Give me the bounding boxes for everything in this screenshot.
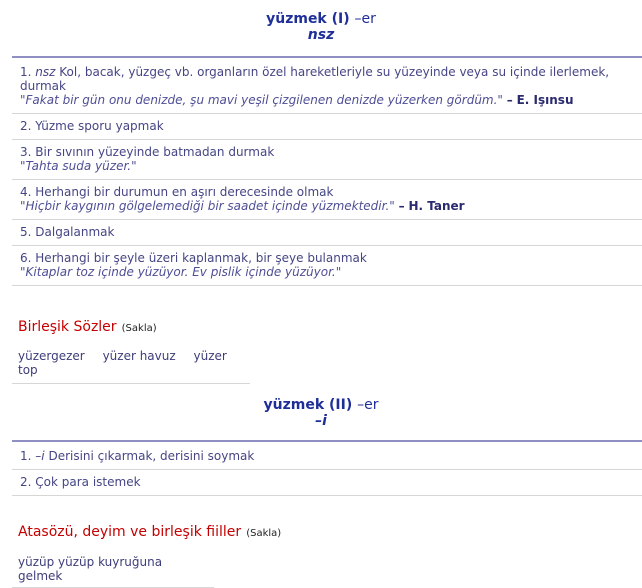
compound-link[interactable]: yüzer top <box>18 349 227 377</box>
compound-list <box>12 349 250 384</box>
sense-definition: Kol, bacak, yüzgeç vb. organların özel hareketleriyle su yüzeyinde veya su içinde ilerlemek, durmak <box>20 65 610 93</box>
sense-definition: Bir sıvının yüzeyinde batmadan durmak <box>35 145 275 159</box>
sense-item: 3. Bir sıvının yüzeyinde batmadan durmak "Tahta suda yüzer." <box>12 140 642 180</box>
section-title: Atasözü, deyim ve birleşik fiiller <box>18 524 242 540</box>
compounds-heading <box>18 316 157 335</box>
sense-item: 1. nsz Kol, bacak, yüzgeç vb. organların özel hareketleriyle su yüzeyinde veya su içinde ilerlemek, durmak "Fakat bir gün onu denizde, şu mavi yeşil çizgilenen denizde yüzerken gördüm." – E. Işınsu <box>12 60 642 114</box>
sense-item <box>12 114 642 140</box>
headword <box>0 397 642 413</box>
sense-example: Tahta suda yüzer. <box>25 159 132 173</box>
sense-definition: Herhangi bir durumun en aşırı derecesinde olmak <box>35 185 334 199</box>
section-title: Birleşik Sözler <box>18 319 117 335</box>
hide-toggle[interactable]: (Sakla) <box>246 528 282 539</box>
sense-number: 1. <box>20 65 32 79</box>
sense-definition: Dalgalanmak <box>35 225 115 239</box>
idiom-link[interactable]: yüzüp yüzüp kuyruğuna gelmek <box>18 555 163 583</box>
sense-item <box>12 444 642 470</box>
entry-header-2 <box>0 397 642 429</box>
sense-list-2 <box>0 444 642 496</box>
sense-example: Fakat bir gün onu denizde, şu mavi yeşil çizgilenen denizde yüzerken gördüm. <box>25 93 498 107</box>
sense-item <box>12 220 642 246</box>
sense-list-1 <box>0 60 642 286</box>
sense-number: 2. <box>20 119 32 133</box>
grammar-tag: –i <box>35 449 45 463</box>
sense-item: 6. Herhangi bir şeyle üzeri kaplanmak, bir şeye bulanmak "Kitaplar toz içinde yüzüyor. Ev pislik içinde yüzüyor." <box>12 246 642 286</box>
sense-definition: Derisini çıkarmak, derisini soymak <box>48 449 255 463</box>
sense-number: 3. <box>20 145 32 159</box>
word-category: –i <box>315 413 327 429</box>
compound-link[interactable]: yüzergezer <box>18 349 85 363</box>
headword-text: yüzmek (I) <box>266 11 350 27</box>
sense-item <box>12 470 642 496</box>
entry-divider <box>12 56 642 58</box>
sense-number: 1. <box>20 449 32 463</box>
sense-number: 4. <box>20 185 32 199</box>
sense-definition: Herhangi bir şeyle üzeri kaplanmak, bir şeye bulanmak <box>35 251 367 265</box>
grammar-tag: nsz <box>35 65 56 79</box>
headword-text: yüzmek (II) <box>263 397 353 413</box>
sense-definition: Çok para istemek <box>35 475 141 489</box>
idioms-heading <box>18 521 281 540</box>
sense-item: 4. Herhangi bir durumun en aşırı derecesinde olmak "Hiçbir kaygının gölgelemediği bir saadet içinde yüzmektedir." – H. Taner <box>12 180 642 220</box>
sense-number: 2. <box>20 475 32 489</box>
compound-link[interactable]: yüzer havuz <box>102 349 176 363</box>
sense-example: Kitaplar toz içinde yüzüyor. Ev pislik içinde yüzüyor. <box>25 265 336 279</box>
hide-toggle[interactable]: (Sakla) <box>121 323 157 334</box>
example-author: E. Işınsu <box>516 93 574 107</box>
headword-suffix: –er <box>357 397 379 413</box>
headword <box>0 11 642 27</box>
entry-divider <box>12 440 642 442</box>
entry-header-1 <box>0 11 642 43</box>
sense-number: 6. <box>20 251 32 265</box>
sense-definition: Yüzme sporu yapmak <box>35 119 164 133</box>
sense-number: 5. <box>20 225 32 239</box>
word-category: nsz <box>307 27 335 43</box>
example-author: H. Taner <box>408 199 465 213</box>
headword-suffix: –er <box>354 11 376 27</box>
sense-example: Hiçbir kaygının gölgelemediği bir saadet içinde yüzmektedir. <box>25 199 390 213</box>
idiom-list <box>12 555 214 588</box>
